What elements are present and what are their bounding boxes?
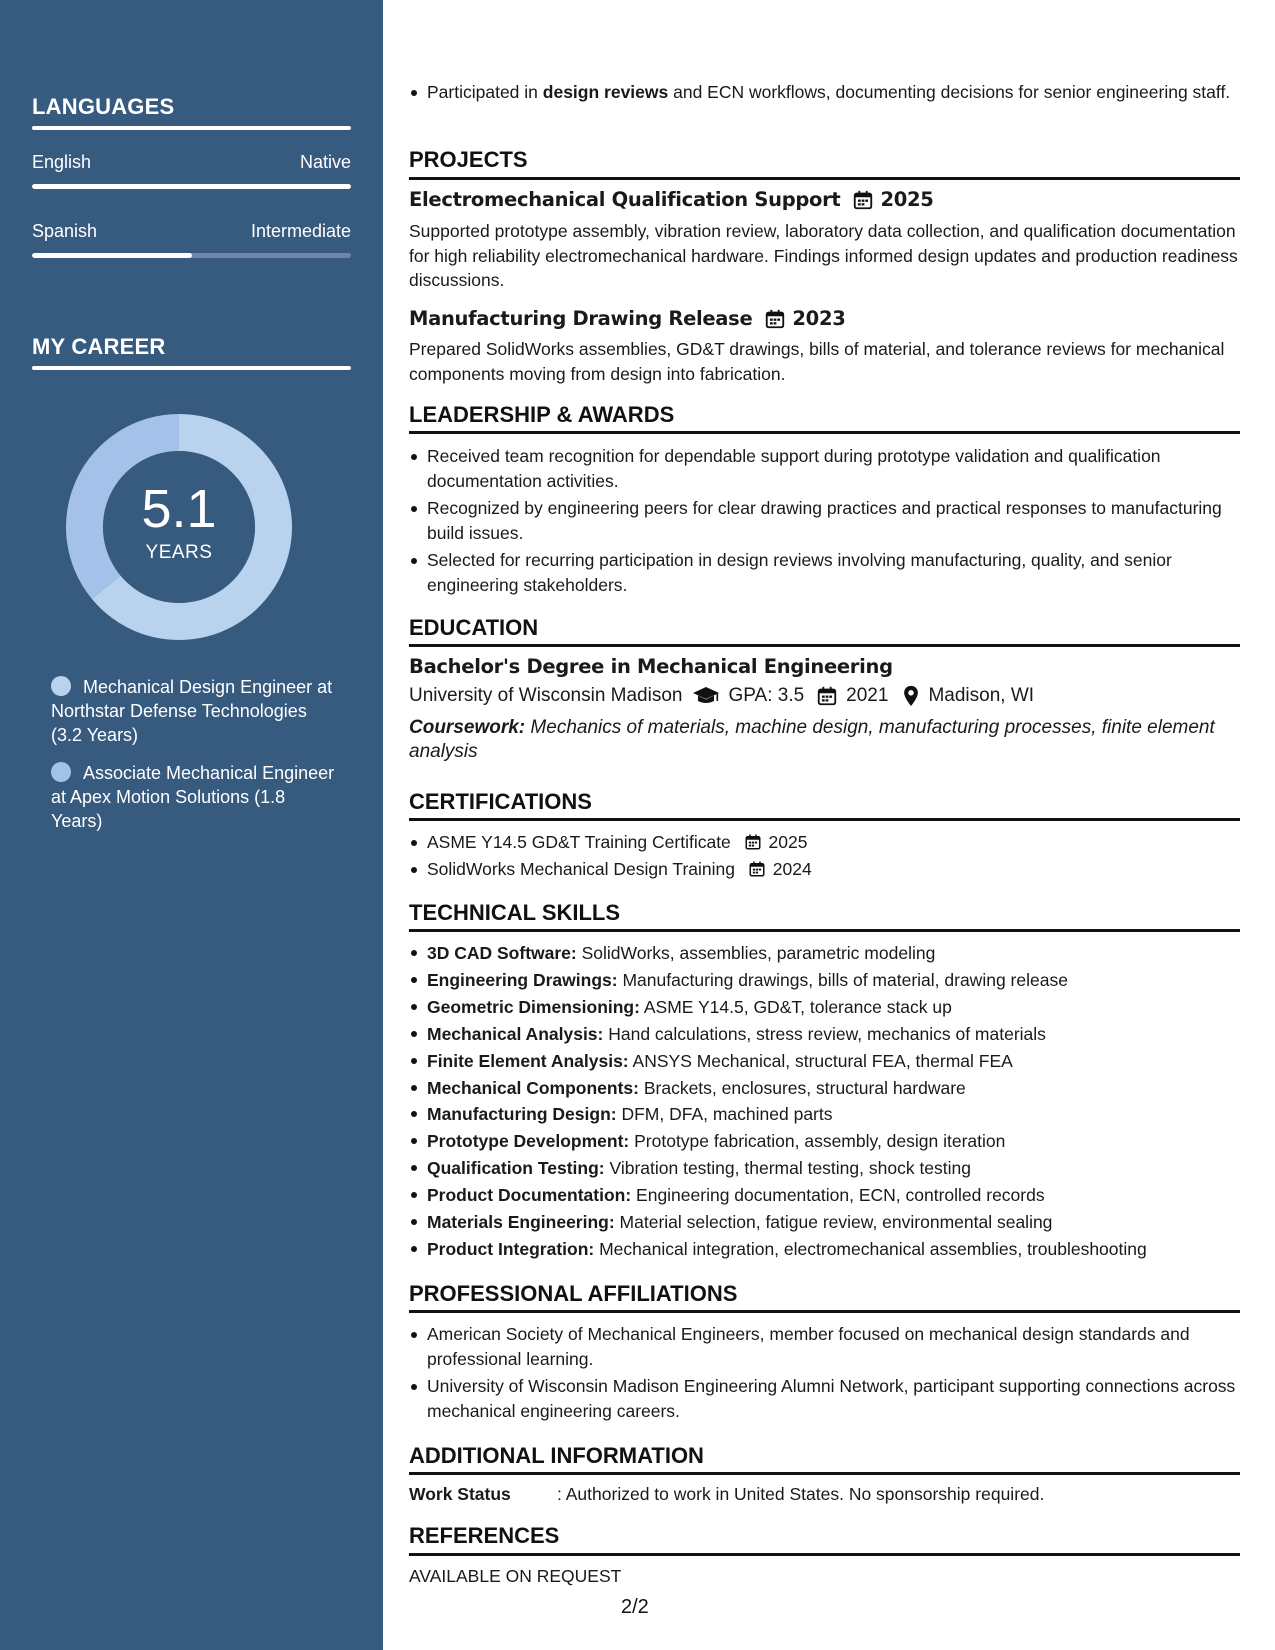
education-rule xyxy=(409,644,1240,647)
skill-label: Manufacturing Design: xyxy=(427,1104,617,1125)
calendar-icon xyxy=(816,685,838,707)
leadership-rule xyxy=(409,431,1240,434)
certification-name: ASME Y14.5 GD&T Training Certificate xyxy=(427,832,731,852)
skill-value: Hand calculations, stress review, mechanics of materials xyxy=(603,1023,1046,1044)
skill-item xyxy=(409,967,1240,994)
education-coursework: Coursework: Mechanics of materials, machine design, manufacturing processes, finite element analysis xyxy=(409,717,1215,762)
language-name: English xyxy=(32,152,92,172)
leadership-title: LEADERSHIP & AWARDS xyxy=(409,402,675,427)
language-bar-fill xyxy=(32,184,351,189)
skill-value: Mechanical integration, electromechanical assemblies, troubleshooting xyxy=(594,1238,1147,1259)
affiliations-title: PROFESSIONAL AFFILIATIONS xyxy=(409,1281,738,1306)
skill-label: Qualification Testing: xyxy=(427,1158,605,1179)
page-number: 2/2 xyxy=(621,1596,649,1618)
skill-label: Materials Engineering: xyxy=(427,1212,615,1233)
career-total-years: 5.1 xyxy=(141,479,217,539)
additional-title: ADDITIONAL INFORMATION xyxy=(409,1443,704,1468)
list-item xyxy=(409,857,1240,882)
project-year: 2025 xyxy=(880,188,934,211)
education-details xyxy=(409,685,1034,707)
experience-tail-list xyxy=(409,80,1240,105)
languages-title: LANGUAGES xyxy=(32,94,175,119)
education-school: University of Wisconsin Madison xyxy=(409,685,683,706)
list-item: Received team recognition for dependable support during prototype validation and qualification documentation activities. xyxy=(409,444,1240,493)
education-year: 2021 xyxy=(846,685,889,706)
project-year: 2023 xyxy=(792,307,846,330)
sidebar xyxy=(0,0,383,1650)
education-degree: Bachelor's Degree in Mechanical Engineering xyxy=(409,655,893,678)
list-item xyxy=(409,830,1240,855)
skill-label: Mechanical Components: xyxy=(427,1077,639,1098)
career-item-label: Mechanical Design Engineer at Northstar Defense Technologies (3.2 Years) xyxy=(51,677,333,745)
skill-item xyxy=(409,1075,1240,1102)
calendar-icon xyxy=(852,189,874,211)
skill-item xyxy=(409,1048,1240,1075)
calendar-icon xyxy=(748,860,766,878)
skill-item xyxy=(409,1021,1240,1048)
certification-year: 2025 xyxy=(768,832,808,852)
skill-value: Brackets, enclosures, structural hardware xyxy=(638,1077,966,1098)
certifications-rule xyxy=(409,818,1240,821)
language-level: Native xyxy=(299,152,351,172)
career-title: MY CAREER xyxy=(32,334,166,359)
language-row-spanish xyxy=(32,221,351,242)
skill-value: Material selection, fatigue review, environmental sealing xyxy=(614,1212,1053,1233)
certification-year: 2024 xyxy=(772,858,812,879)
skill-label: 3D CAD Software: xyxy=(427,943,577,963)
skill-value: DFM, DFA, machined parts xyxy=(616,1104,833,1125)
skill-item xyxy=(409,1236,1240,1263)
language-name: Spanish xyxy=(32,221,98,241)
language-bar-english xyxy=(32,184,351,189)
certification-name: SolidWorks Mechanical Design Training xyxy=(427,858,736,879)
calendar-icon xyxy=(764,308,786,330)
career-item-label: Associate Mechanical Engineer at Apex Motion Solutions (1.8 Years) xyxy=(51,763,335,831)
project-heading xyxy=(409,188,934,211)
skill-label: Geometric Dimensioning: xyxy=(427,996,640,1017)
skill-label: Prototype Development: xyxy=(427,1131,630,1152)
skill-value: Engineering documentation, ECN, controlled records xyxy=(631,1185,1045,1206)
career-item-apex xyxy=(51,761,341,833)
language-bar-spanish xyxy=(32,253,351,258)
education-gpa: GPA: 3.5 xyxy=(728,685,805,706)
project-description: Prepared SolidWorks assemblies, GD&T drawings, bills of material, and tolerance reviews for mechanical components moving from design into fabrication. xyxy=(409,339,1225,384)
certifications-list xyxy=(409,830,1240,881)
project-heading xyxy=(409,307,845,330)
skill-value: Manufacturing drawings, bills of material, drawing release xyxy=(617,969,1068,990)
skill-label: Engineering Drawings: xyxy=(427,969,618,990)
skill-item xyxy=(409,1209,1240,1236)
skill-value: SolidWorks, assemblies, parametric modeling xyxy=(576,943,936,963)
list-item: University of Wisconsin Madison Engineering Alumni Network, participant supporting connections across mechanical engineering careers. xyxy=(409,1374,1240,1423)
career-donut-chart xyxy=(66,414,292,640)
additional-rule xyxy=(409,1472,1240,1475)
skill-label: Product Documentation: xyxy=(427,1185,632,1206)
work-status-value: : Authorized to work in United States. No sponsorship required. xyxy=(557,1484,1045,1504)
career-legend-dot xyxy=(51,762,71,782)
career-total-unit: YEARS xyxy=(145,542,213,563)
location-pin-icon xyxy=(902,685,920,707)
list-item: Selected for recurring participation in design reviews involving manufacturing, quality, and senior engineering stakeholders. xyxy=(409,548,1240,597)
projects-title: PROJECTS xyxy=(409,147,528,172)
career-item-northstar xyxy=(51,675,341,747)
language-row-english xyxy=(32,152,351,173)
list-item: American Society of Mechanical Engineers, member focused on mechanical design standards and professional learning. xyxy=(409,1322,1240,1371)
career-donut-center xyxy=(66,414,292,640)
project-description: Supported prototype assembly, vibration review, laboratory data collection, and qualification documentation for high reliability electromechanical hardware. Findings informed design updates and production readiness discussions. xyxy=(409,221,1238,290)
affiliations-list xyxy=(409,1322,1240,1423)
graduation-cap-icon xyxy=(692,685,720,707)
list-item: Participated in design reviews and ECN workflows, documenting decisions for senior engineering staff. xyxy=(409,80,1240,105)
language-level: Intermediate xyxy=(250,221,351,241)
references-rule xyxy=(409,1553,1240,1556)
skills-title: TECHNICAL SKILLS xyxy=(409,900,621,925)
skill-item xyxy=(409,1101,1240,1128)
skill-value: Vibration testing, thermal testing, shock testing xyxy=(604,1158,972,1179)
list-item: Recognized by engineering peers for clear drawing practices and practical responses to manufacturing build issues. xyxy=(409,496,1240,545)
references-text: AVAILABLE ON REQUEST xyxy=(409,1566,622,1586)
skill-item xyxy=(409,994,1240,1021)
skills-rule xyxy=(409,929,1240,932)
skill-value: Prototype fabrication, assembly, design iteration xyxy=(629,1131,1006,1152)
career-title-rule xyxy=(32,366,351,370)
certifications-title: CERTIFICATIONS xyxy=(409,789,592,814)
skill-item xyxy=(409,1155,1240,1182)
skill-label: Product Integration: xyxy=(427,1238,595,1259)
career-legend-dot xyxy=(51,676,71,696)
skill-label: Finite Element Analysis: xyxy=(427,1050,629,1071)
project-name: Manufacturing Drawing Release xyxy=(409,307,753,330)
skill-value: ASME Y14.5, GD&T, tolerance stack up xyxy=(639,996,952,1017)
work-status-row xyxy=(409,1482,1240,1507)
skill-item xyxy=(409,1182,1240,1209)
skill-item xyxy=(409,940,1240,967)
education-location: Madison, WI xyxy=(928,685,1035,706)
skills-list xyxy=(409,940,1240,1263)
skill-label: Mechanical Analysis: xyxy=(427,1023,604,1044)
leadership-list xyxy=(409,444,1240,597)
references-title: REFERENCES xyxy=(409,1523,560,1548)
projects-rule xyxy=(409,177,1240,180)
skill-value: ANSYS Mechanical, structural FEA, thermal FEA xyxy=(628,1050,1013,1071)
calendar-icon xyxy=(744,833,762,851)
language-bar-fill xyxy=(32,253,192,258)
affiliations-rule xyxy=(409,1310,1240,1313)
skill-item xyxy=(409,1128,1240,1155)
education-title: EDUCATION xyxy=(409,615,539,640)
project-name: Electromechanical Qualification Support xyxy=(409,188,841,211)
work-status-label: Work Status xyxy=(409,1484,511,1504)
languages-title-rule xyxy=(32,126,351,130)
